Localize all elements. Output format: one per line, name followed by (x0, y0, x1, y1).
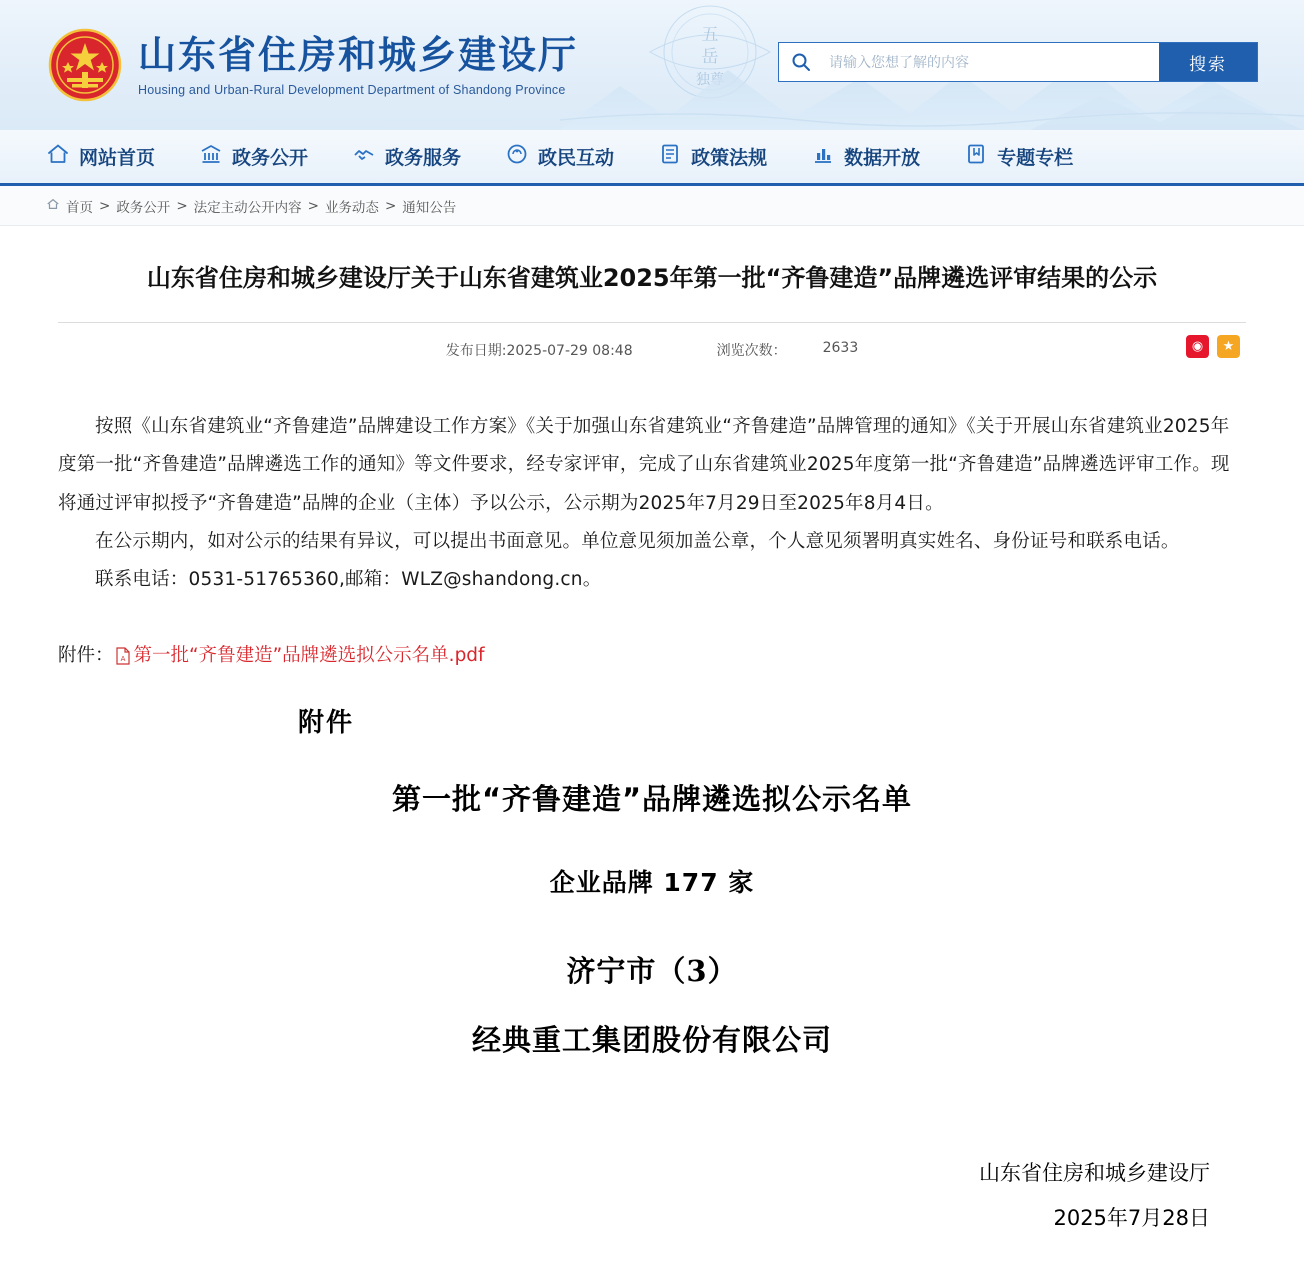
article-meta (58, 323, 1246, 374)
preview-signoff (58, 1151, 1246, 1239)
breadcrumb-separator: > (307, 197, 319, 214)
breadcrumb-item-statutory-content[interactable]: 法定主动公开内容 (193, 199, 302, 216)
nav-label: 专题专栏 (997, 147, 1074, 169)
breadcrumb-item-business-news[interactable]: 业务动态 (324, 199, 379, 216)
article-paragraph-2: 在公示期内，如对公示的结果有异议，可以提出书面意见。单位意见须加盖公章，个人意见须署明真实姓名、身份证号和联系电话。 (95, 530, 1180, 552)
article-container (0, 226, 1304, 1280)
preview-city-heading: 济宁市（3） (566, 954, 738, 989)
bookmark-icon (964, 142, 988, 171)
signoff-organization: 山东省住房和城乡建设厅 (979, 1161, 1210, 1186)
main-navigation (0, 130, 1304, 186)
home-icon (46, 142, 70, 171)
nav-label: 政务公开 (232, 147, 309, 169)
views-label: 浏览次数： (716, 343, 787, 359)
pdf-file-icon (115, 647, 131, 665)
svg-text:A: A (120, 654, 125, 663)
preview-header: 附件 (298, 708, 355, 739)
breadcrumb-item-disclosure[interactable]: 政务公开 (116, 199, 171, 216)
breadcrumb-item-announcements[interactable]: 通知公告 (402, 199, 457, 216)
handshake-icon (352, 142, 376, 171)
site-title-en: Housing and Urban-Rural Development Department of Shandong Province (138, 82, 566, 97)
nav-item-open-data[interactable] (811, 142, 920, 171)
share-icons (1186, 335, 1240, 358)
svg-text:岳: 岳 (701, 47, 719, 67)
nav-item-government-services[interactable] (352, 142, 461, 171)
chart-icon (811, 142, 835, 171)
search-icon (779, 43, 823, 81)
article-paragraph-1: 按照《山东省建筑业“齐鲁建造”品牌建设工作方案》《关于加强山东省建筑业“齐鲁建造”品牌管理的通知》《关于开展山东省建筑业2025年度第一批“齐鲁建造”品牌遴选工作的通知》等文件要求，经专家评审，完成了山东省建筑业2025年度第一批“齐鲁建造”品牌遴选评审工作。现将通过评审拟授予“齐鲁建造”品牌的企业（主体）予以公示，公示期为2025年7月29日至2025年8月4日。 (58, 416, 1230, 514)
nav-label: 网站首页 (79, 147, 156, 169)
nav-label: 数据开放 (844, 147, 921, 169)
preview-subtitle: 企业品牌 177 家 (549, 868, 755, 898)
breadcrumb-separator: > (384, 197, 397, 214)
svg-text:五: 五 (701, 25, 719, 45)
national-emblem-icon (46, 26, 124, 104)
chat-icon (505, 142, 529, 171)
nav-label: 政民互动 (538, 147, 615, 169)
nav-item-policies-regulations[interactable] (658, 142, 767, 171)
attachment-preview (58, 702, 1246, 1239)
nav-label: 政务服务 (385, 147, 462, 169)
nav-item-government-disclosure[interactable] (199, 142, 308, 171)
article-paragraph-3: 联系电话：0531-51765360,邮箱：WLZ@shandong.cn。 (95, 569, 602, 591)
document-icon (658, 142, 682, 171)
favorite-star-icon[interactable]: ★ (1217, 335, 1240, 358)
attachment-row (58, 637, 1246, 674)
svg-text:独尊: 独尊 (696, 72, 724, 88)
site-title-cn: 山东省住房和城乡建设厅 (138, 33, 579, 78)
search-button[interactable]: 搜索 (1159, 43, 1257, 81)
search-box[interactable] (778, 42, 1258, 82)
page-title: 山东省住房和城乡建设厅关于山东省建筑业2025年第一批“齐鲁建造”品牌遴选评审结果的公示 (58, 226, 1246, 323)
breadcrumb-separator: > (176, 197, 188, 214)
nav-item-citizen-interaction[interactable] (505, 142, 614, 171)
attachment-label: 附件： (58, 645, 114, 667)
breadcrumb-item-home[interactable]: 首页 (66, 199, 93, 216)
publish-date: 发布日期:2025-07-29 08:48 (445, 343, 633, 359)
site-branding (138, 33, 578, 97)
breadcrumb-separator: > (99, 197, 111, 214)
bank-icon (199, 142, 223, 171)
breadcrumb (0, 186, 1304, 226)
search-input[interactable] (823, 43, 1159, 81)
site-header (0, 0, 1304, 130)
nav-item-special-columns[interactable] (964, 142, 1073, 171)
preview-title: 第一批“齐鲁建造”品牌遴选拟公示名单 (391, 782, 913, 817)
attachment-link[interactable]: 第一批“齐鲁建造”品牌遴选拟公示名单.pdf (133, 645, 485, 667)
signoff-date: 2025年7月28日 (1053, 1205, 1210, 1230)
weibo-share-icon[interactable]: ◉ (1186, 335, 1209, 358)
preview-company-name: 经典重工集团股份有限公司 (471, 1023, 832, 1058)
nav-label: 政策法规 (691, 147, 768, 169)
nav-item-home[interactable] (46, 142, 155, 171)
article-body (58, 408, 1246, 599)
views-count: 2633 (822, 340, 859, 356)
house-icon (46, 197, 60, 215)
